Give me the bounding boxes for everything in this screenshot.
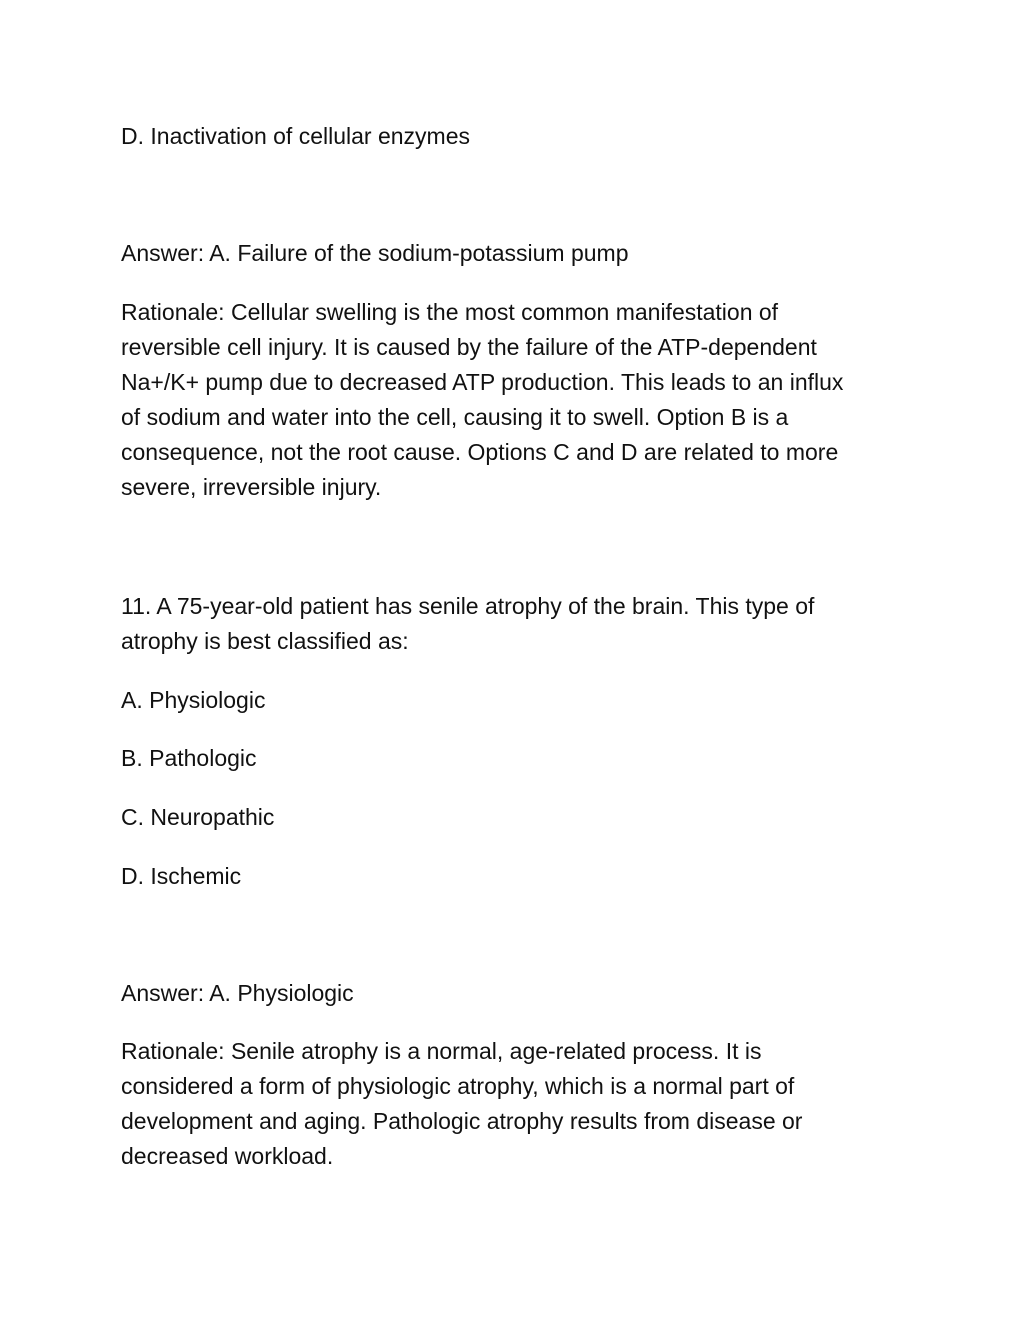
rationale-line: Rationale: Senile atrophy is a normal, age-related process. It is bbox=[121, 1038, 762, 1064]
question-line: 11. A 75-year-old patient has senile atrophy of the brain. This type of bbox=[121, 593, 815, 619]
rationale-line: decreased workload. bbox=[121, 1143, 334, 1169]
question-11-option-a: A. Physiologic bbox=[121, 687, 266, 713]
question-11-option-d: D. Ischemic bbox=[121, 863, 242, 889]
question-10-answer: Answer: A. Failure of the sodium-potassium pump bbox=[121, 240, 629, 266]
rationale-line: consequence, not the root cause. Options C and D are related to more bbox=[121, 439, 839, 465]
rationale-line: reversible cell injury. It is caused by the failure of the ATP-dependent bbox=[121, 334, 817, 360]
rationale-line: severe, irreversible injury. bbox=[121, 474, 382, 500]
question-10-rationale bbox=[121, 295, 901, 505]
rationale-line: Na+/K+ pump due to decreased ATP production. This leads to an influx bbox=[121, 369, 844, 395]
option-d-previous-question: D. Inactivation of cellular enzymes bbox=[121, 123, 470, 149]
question-11-stem bbox=[121, 589, 901, 659]
rationale-line: of sodium and water into the cell, causing it to swell. Option B is a bbox=[121, 404, 789, 430]
question-11-answer: Answer: A. Physiologic bbox=[121, 980, 354, 1006]
question-11-option-c: C. Neuropathic bbox=[121, 804, 275, 830]
question-11-rationale bbox=[121, 1034, 901, 1174]
rationale-line: development and aging. Pathologic atrophy results from disease or bbox=[121, 1108, 803, 1134]
rationale-line: Rationale: Cellular swelling is the most common manifestation of bbox=[121, 299, 779, 325]
rationale-line: considered a form of physiologic atrophy, which is a normal part of bbox=[121, 1073, 795, 1099]
question-line: atrophy is best classified as: bbox=[121, 628, 409, 654]
question-11-option-b: B. Pathologic bbox=[121, 745, 257, 771]
